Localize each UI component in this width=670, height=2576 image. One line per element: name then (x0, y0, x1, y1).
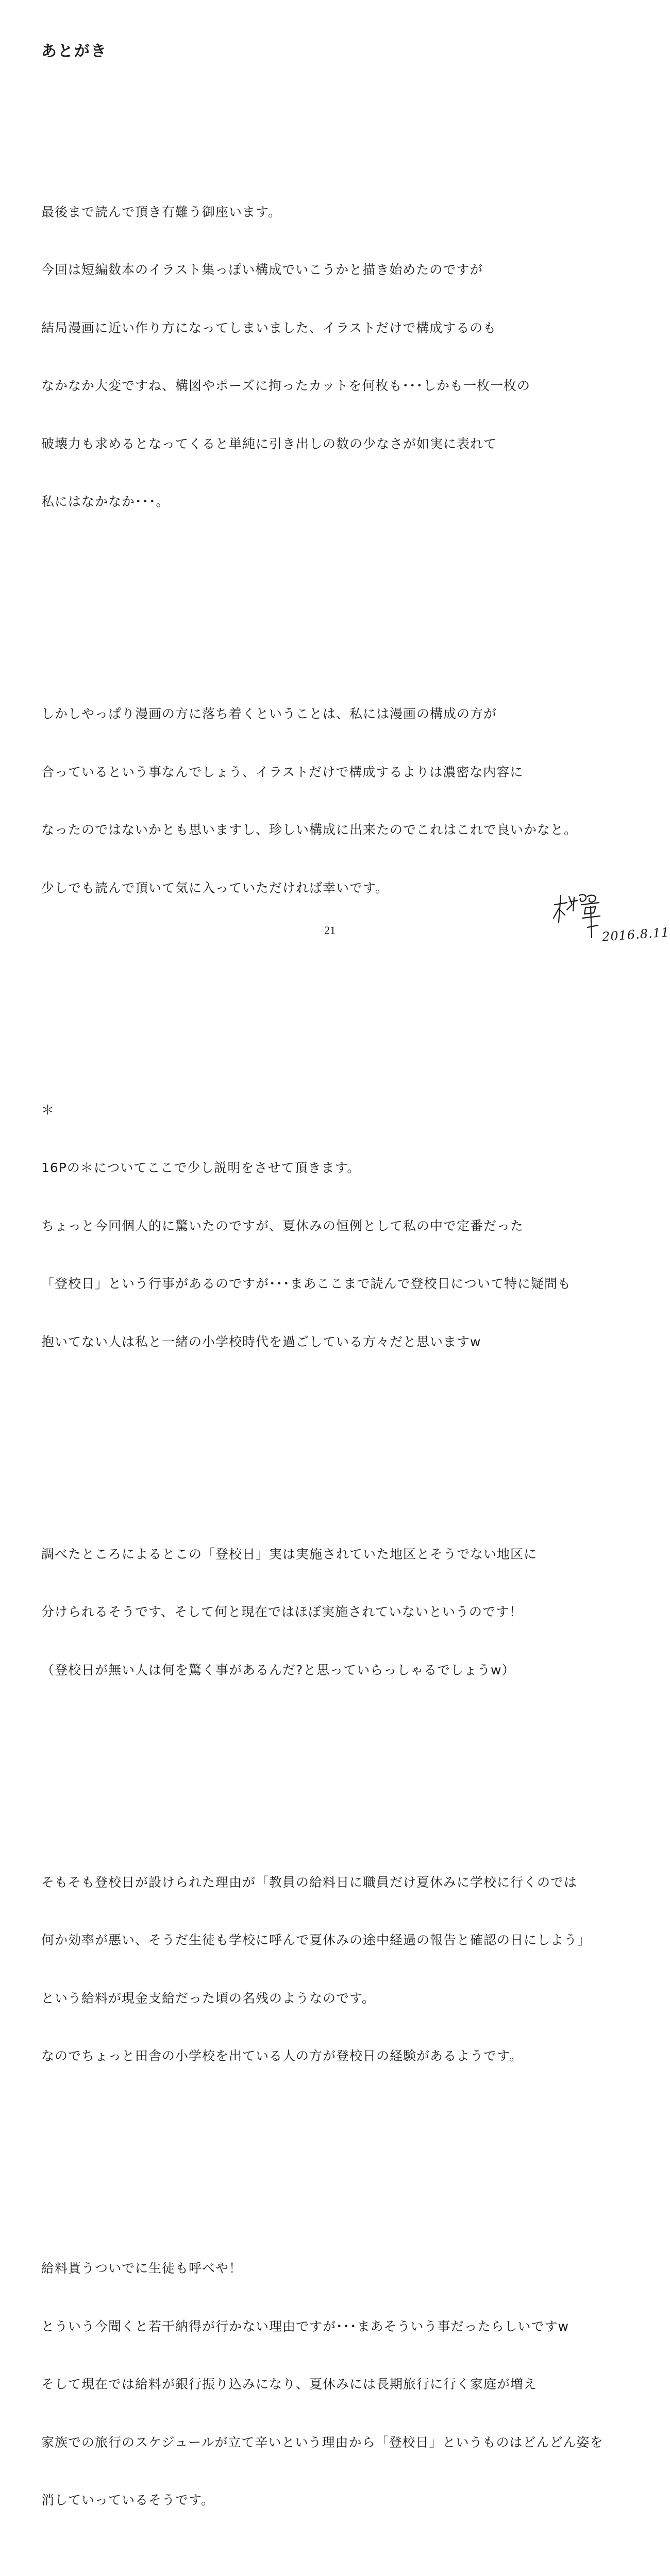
text-line: 16Pの＊についてここで少し説明をさせて頂きます。 (41, 1160, 361, 1175)
text-line: 破壊力も求めるとなってくると単純に引き出しの数の少なさが如実に表れて (41, 436, 497, 451)
paragraph-6 (41, 2220, 618, 2549)
text-line: そもそも登校日が設けられた理由が「教員の給料日に職員だけ夏休みに学校に行くのでは (41, 1874, 578, 1890)
afterword-body (41, 106, 618, 2576)
paragraph-3 (41, 1062, 618, 1391)
text-line: ちょっと今回個人的に驚いたのですが、夏休みの恒例として私の中で定番だった (41, 1218, 524, 1233)
text-line: 抱いてない人は私と一緒の小学校時代を過ごしている方々だと思いますw (41, 1334, 481, 1349)
text-line: とういう今聞くと若干納得が行かない理由ですが･･･まあそういう事だったらしいですw (41, 2318, 569, 2334)
text-line: 私にはなかなか･･･。 (41, 494, 170, 509)
text-line: 「登校日」という行事があるのですが･･･まあここまで読んで登校日について特に疑問も (41, 1276, 572, 1291)
text-line: 何か効率が悪い、そうだ生徒も学校に呼んで夏休みの途中経過の報告と確認の日にしよう」 (41, 1933, 591, 1947)
text-line: 調べたところによるとこの「登校日」実は実施されていた地区とそうでない地区に (41, 1546, 538, 1562)
text-line: 今回は短編数本のイラスト集っぽい構成でいこうかと描き始めたのですが (41, 262, 483, 277)
text-line: （登校日が無い人は何を驚く事があるんだ?と思っていらっしゃるでしょうw） (41, 1662, 515, 1677)
text-line: 家族での旅行のスケジュールが立て辛いという理由から「登校日」というものはどんどん姿を (41, 2434, 604, 2450)
page-number: 21 (324, 924, 336, 937)
paragraph-5 (41, 1834, 618, 2105)
text-line: 最後まで読んで頂き有難う御座います。 (41, 204, 282, 219)
text-line: 合っているという事なんでしょう、イラストだけで構成するよりは濃密な内容に (41, 764, 524, 779)
text-line: なかなか大変ですね、構図やポーズに拘ったカットを何枚も･･･しかも一枚一枚の (41, 378, 531, 393)
paragraph-4 (41, 1506, 618, 1719)
page-title: あとがき (41, 42, 107, 60)
text-line: 給料貰うついでに生徒も呼べや！ (41, 2261, 243, 2276)
paragraph-1 (41, 164, 618, 550)
text-line: ＊ (41, 1102, 55, 1117)
text-line: 分けられるそうです、そして何と現在ではほぼ実施されていないというのです！ (41, 1604, 523, 1619)
text-line: しかしやっぱり漫画の方に落ち着くということは、私には漫画の構成の方が (41, 706, 497, 721)
text-line: なのでちょっと田舎の小学校を出ている人の方が登校日の経験があるようです。 (41, 2048, 523, 2063)
text-line: という給料が現金支給だった頃の名残のようなのです。 (41, 1990, 376, 2006)
text-line: そして現在では給料が銀行振り込みになり、夏休みには長期旅行に行く家庭が増え (41, 2377, 538, 2392)
signature-date: 2016.8.11 (601, 925, 670, 944)
text-line: 消していっているそうです。 (41, 2493, 215, 2507)
text-line: 結局漫画に近い作り方になってしまいました、イラストだけで構成するのも (41, 320, 497, 335)
paragraph-2 (41, 666, 618, 936)
text-line: 少しでも読んで頂いて気に入っていただければ幸いです。 (41, 880, 389, 895)
text-line: なったのではないかとも思いますし、珍しい構成に出来たのでこれはこれで良いかなと。 (41, 822, 578, 837)
